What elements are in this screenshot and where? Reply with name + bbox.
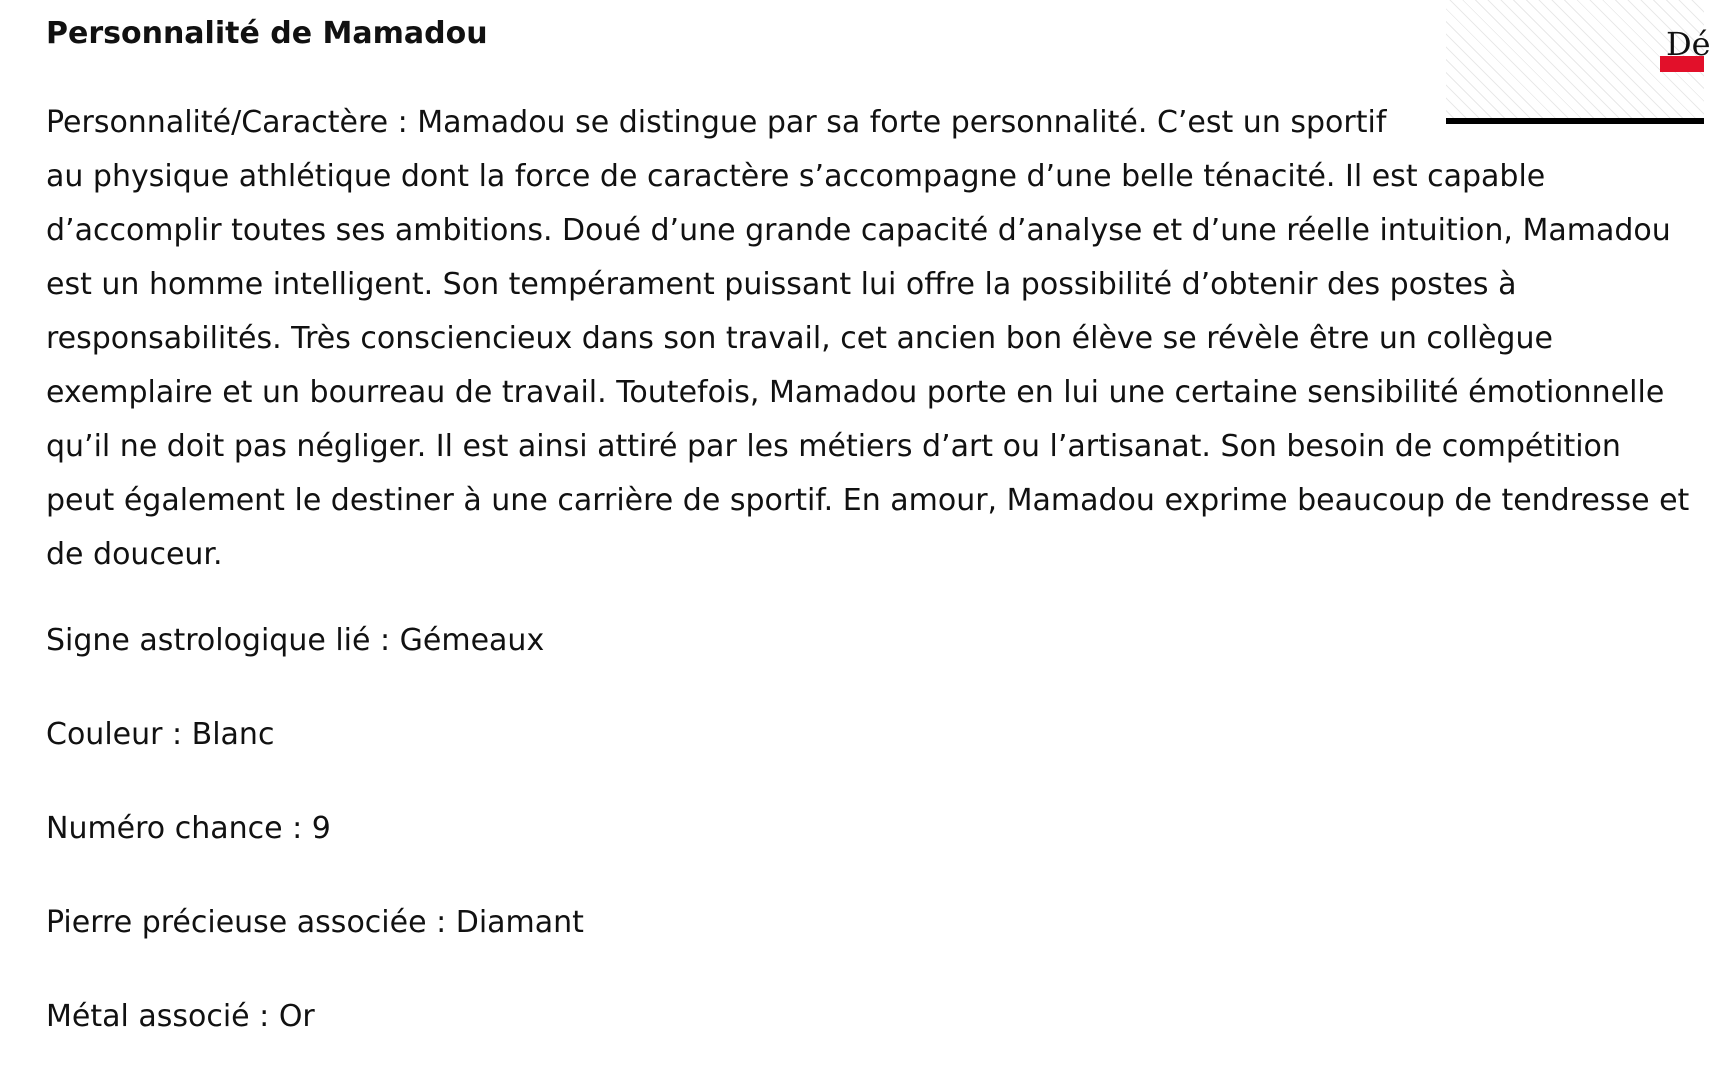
corner-rule — [1446, 118, 1704, 124]
paragraph-line: exemplaire et un bourreau de travail. Toutefois, Mamadou porte en lui une certaine sensibilité émotionnelle — [46, 375, 1665, 410]
personality-paragraph — [46, 96, 1690, 582]
lucky-number: Numéro chance : 9 — [46, 811, 331, 846]
section-heading: Personnalité de Mamadou — [46, 16, 488, 51]
metal-fact: Métal associé : Or — [46, 999, 315, 1034]
paragraph-line: au physique athlétique dont la force de caractère s’accompagne d’une belle ténacité. Il est capable — [46, 159, 1546, 194]
paragraph-line: de douceur. — [46, 537, 223, 572]
corner-widget[interactable] — [1446, 0, 1711, 124]
paragraph-line: d’accomplir toutes ses ambitions. Doué d’une grande capacité d’analyse et d’une réelle intuition, Mamadou — [46, 213, 1671, 248]
paragraph-line: est un homme intelligent. Son tempérament puissant lui offre la possibilité d’obtenir des postes à — [46, 267, 1517, 302]
corner-label[interactable]: Dé — [1666, 25, 1711, 63]
gemstone-fact: Pierre précieuse associée : Diamant — [46, 905, 584, 940]
astrological-sign: Signe astrologique lié : Gémeaux — [46, 623, 545, 658]
paragraph-line: peut également le destiner à une carrière de sportif. En amour, Mamadou exprime beaucoup de tendresse et — [46, 483, 1690, 518]
paragraph-line: qu’il ne doit pas négliger. Il est ainsi attiré par les métiers d’art ou l’artisanat. Son besoin de compétition — [46, 429, 1621, 464]
paragraph-line: responsabilités. Très consciencieux dans son travail, cet ancien bon élève se révèle être un collègue — [46, 321, 1553, 356]
color-fact: Couleur : Blanc — [46, 717, 275, 752]
paragraph-line: Personnalité/Caractère : Mamadou se distingue par sa forte personnalité. C’est un sportif — [46, 105, 1387, 140]
facts-list — [46, 621, 1666, 1037]
corner-clip — [1446, 0, 1711, 124]
